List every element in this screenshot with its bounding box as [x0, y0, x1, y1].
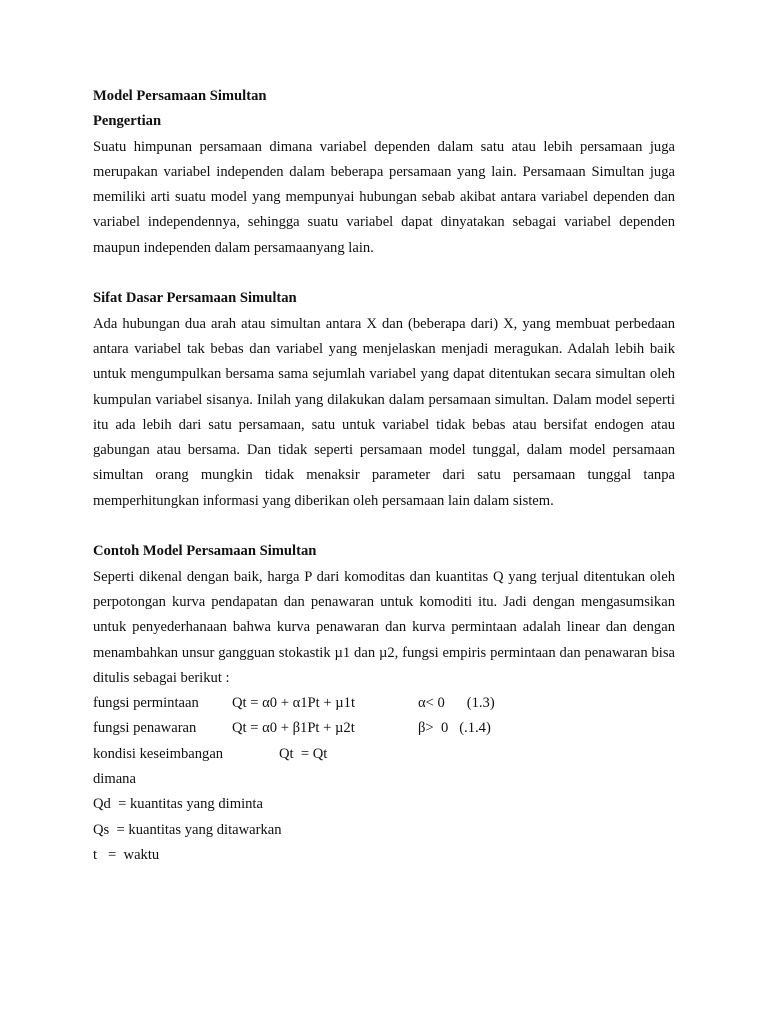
definition-line: Qd = kuantitas yang diminta [93, 796, 263, 813]
section-heading-sifat: Sifat Dasar Persamaan Simultan [93, 290, 297, 307]
equation-formula: Qt = α0 + α1Pt + µ1t [232, 695, 355, 712]
dimana-label: dimana [93, 771, 136, 788]
section-heading-contoh: Contoh Model Persamaan Simultan [93, 543, 317, 560]
equation-row-supply [93, 716, 675, 741]
definition-line: t = waktu [93, 846, 160, 863]
document-page [93, 84, 675, 868]
equation-label: kondisi keseimbangan [93, 745, 224, 762]
paragraph-pengertian: Suatu himpunan persamaan dimana variabel dependen dalam satu atau lebih persamaan juga merupakan variabel independen dalam beberapa persamaan yang lain. Persamaan Simultan juga memiliki arti suatu model yang mempunyai hubungan sebab akibat antara variabel dependen dan variabel independennya, sehingga suatu variabel dapat dinyatakan sebagai variabel dependen maupun independen dalam persamaanyang lain. [93, 138, 675, 256]
equation-row-demand [93, 691, 675, 716]
definition-line: Qs = kuantitas yang ditawarkan [93, 821, 282, 838]
equation-formula: Qt = α0 + β1Pt + µ2t [232, 720, 355, 737]
spacer [93, 514, 675, 539]
spacer [93, 261, 675, 286]
equation-row-equilibrium [93, 742, 675, 767]
paragraph-contoh: Seperti dikenal dengan baik, harga P dari komoditas dan kuantitas Q yang terjual ditentukan oleh perpotongan kurva pendapatan dan penawaran untuk komoditi itu. Jadi dengan mengasumsikan untuk penyederhanaan bahwa kurva penawaran dan kurva permintaan adalah linear dan dengan menambahkan unsur gangguan stokastik µ1 dan µ2, fungsi empiris permintaan dan penawaran bisa ditulis sebagai berikut : [93, 568, 675, 686]
equation-condition: β> 0 (.1.4) [418, 720, 491, 737]
equation-formula: Qt = Qt [279, 745, 328, 762]
equation-condition: α< 0 (1.3) [418, 695, 495, 712]
section-heading-pengertian: Pengertian [93, 113, 162, 130]
equation-label: fungsi penawaran [93, 720, 197, 737]
document-title: Model Persamaan Simultan [93, 88, 267, 104]
equation-label: fungsi permintaan [93, 695, 199, 712]
paragraph-sifat: Ada hubungan dua arah atau simultan antara X dan (beberapa dari) X, yang membuat perbedaan antara variabel tak bebas dan variabel yang menjelaskan menjadi meragukan. Adalah lebih baik untuk mengumpulkan bersama sama sejumlah variabel yang dapat ditentukan secara simultan oleh kumpulan variabel sisanya. Inilah yang dilakukan dalam persamaan simultan. Dalam model seperti itu ada lebih dari satu persamaan, satu untuk variabel tidak bebas atau bersifat endogen atau gabungan atau bersama. Dan tidak seperti persamaan model tunggal, dalam model persamaan simultan orang mungkin tidak menaksir parameter dari satu persamaan tunggal tanpa memperhitungkan informasi yang diberikan oleh persamaan lain dalam sistem. [93, 315, 675, 509]
